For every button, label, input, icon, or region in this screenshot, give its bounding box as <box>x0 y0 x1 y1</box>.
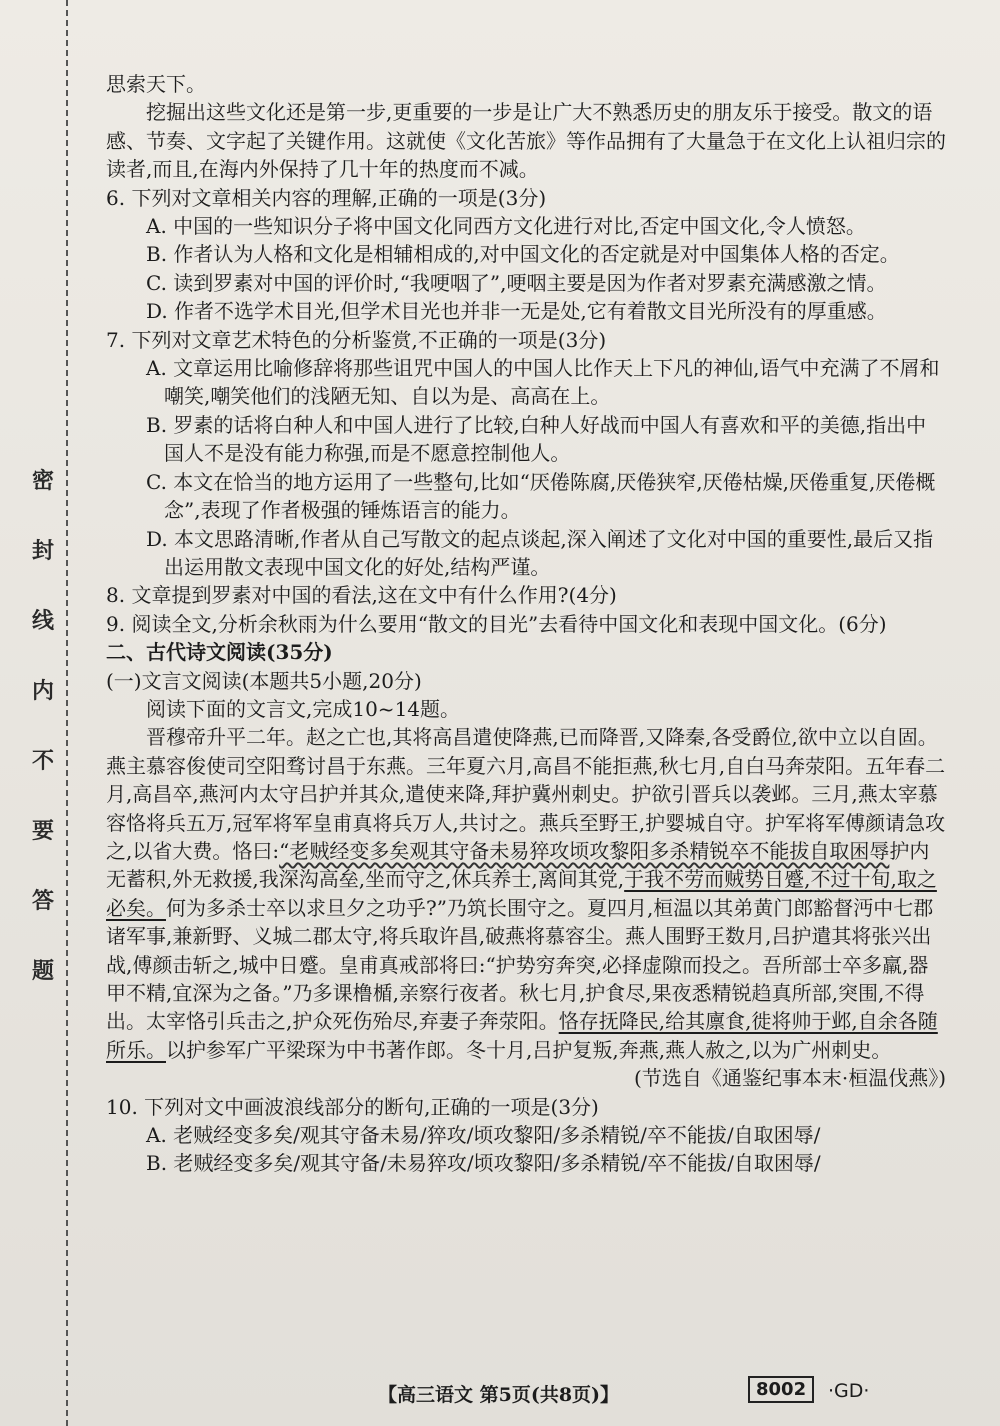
option-7d: D. 本文思路清晰,作者从自己写散文的起点谈起,深入阐述了文化对中国的重要性,最后又指出运用散文表现中国文化的好处,结构严谨。 <box>146 526 934 579</box>
page-number: 【高三语文 第5页(共8页)】 <box>378 1384 620 1406</box>
classical-passage <box>106 723 946 1064</box>
option-7b: B. 罗素的话将白种人和中国人进行了比较,白种人好战而中国人有喜欢和平的美德,指出中国人不是没有能力称强,而是不愿意控制他人。 <box>146 412 927 466</box>
option-6a: A. 中国的一些知识分子将中国文化同西方文化进行对比,否定中国文化,令人愤怒。 <box>146 214 866 239</box>
seal-char: 密 <box>31 468 54 494</box>
subsection-heading: (一)文言文阅读(本题共5小题,20分) <box>106 668 422 693</box>
binding-margin <box>0 0 88 1426</box>
question-10: 10. 下列对文中画波浪线部分的断句,正确的一项是(3分) <box>106 1094 599 1119</box>
underlined-text: 于我不劳而贼势日蹙,不过十旬,取之必矣。 <box>106 867 937 920</box>
option-6b: B. 作者认为人格和文化是相辅相成的,对中国文化的否定就是对中国集体人格的否定。 <box>146 242 900 267</box>
seal-char: 题 <box>31 958 54 984</box>
text-span: 挖掘出这些文化还是第一步,更重要的一步是让广大不熟悉历史的朋友乐于接受。 <box>146 100 853 125</box>
option-10a: A. 老贼经变多矣/观其守备未易/猝攻/顷攻黎阳/多杀精锐/卒不能拔/自取困辱/ <box>146 1123 821 1148</box>
seal-char: 线 <box>31 608 54 634</box>
underlined-text: 恪存抚降民,给其廪食,徙将帅于邺,自余各随所乐。 <box>106 1009 938 1062</box>
section-heading: 二、古代诗文阅读(35分) <box>106 640 333 665</box>
passage-source: (节选自《通鉴纪事本末·桓温伐燕》) <box>634 1066 946 1091</box>
seal-char: 内 <box>31 678 54 704</box>
option-6d: D. 作者不选学术目光,但学术目光也并非一无是处,它有着散文目光所没有的厚重感。 <box>146 299 887 324</box>
text-paragraph <box>106 98 946 183</box>
seal-line <box>66 0 68 1426</box>
instruction: 阅读下面的文言文,完成10~14题。 <box>146 696 461 721</box>
exam-code-badge: 8002 <box>748 1376 814 1403</box>
page-footer <box>0 1372 1000 1412</box>
text-span: 祖归宗的读者,而且,在海内外保持了几十年的热度而不减。 <box>106 128 946 182</box>
passage-text: 何为多杀士卒以求旦夕之功乎?”乃筑长围守之。夏四月,桓温以其弟黄门郎豁督沔中七郡诸军事,兼新野、义城二郡太守,将兵取许昌,破燕将慕容尘。燕人围野王数月,吕护遣其将张兴出战,傅颜击斩之,城中日蹙。皇甫真戒部将曰:“护势穷奔突,必择虚隙而投之。吾所部士卒多羸,器甲不精,宜深为之备。”乃多课橹楯,亲察行夜者。秋七月,护食尽,果夜悉精锐趋真所部,突围,不得出。太宰恪引兵击之,护众死伤殆尽,弃妻子奔荥阳。 <box>106 895 934 1034</box>
seal-char: 要 <box>31 818 54 844</box>
question-7: 7. 下列对文章艺术特色的分析鉴赏,不正确的一项是(3分) <box>106 327 607 352</box>
text-line: 思索天下。 <box>106 72 206 96</box>
page-content <box>106 70 946 1178</box>
question-9: 9. 阅读全文,分析余秋雨为什么要用“散文的目光”去看待中国文化和表现中国文化。(6分) <box>106 611 887 636</box>
passage-text: 晋穆帝升平二年。赵之亡也,其将高昌遣使降燕,已而降晋,又降秦,各受爵位,欲中立以自固。燕主慕容俊使司空阳骛讨昌于东燕。三年夏六月,高昌不能拒燕,秋七月,自白马奔荥阳。五年春二月,高昌卒,燕河内太守吕护并其众,遣使来降,拜护冀州刺史。护欲引晋兵以袭邺。三月,燕太宰慕容恪将兵五万,冠军将军皇甫真将兵万人,共讨之。燕兵至野王,护婴城自守。护军将军傅颜请急攻之,以省大费。恪曰: <box>106 725 946 863</box>
text-span: 散文的语感、节奏、文字起了关键作用。这就使《文化苦旅》等作品拥有了大量急于在文化上认 <box>106 100 933 153</box>
seal-char: 封 <box>31 538 54 564</box>
option-6c: C. 读到罗素对中国的评价时,“我哽咽了”,哽咽主要是因为作者对罗素充满感激之情。 <box>146 270 887 295</box>
seal-notice <box>28 470 58 1030</box>
option-7c: C. 本文在恰当的地方运用了一些整句,比如“厌倦陈腐,厌倦狭窄,厌倦枯燥,厌倦重复,厌倦概念”,表现了作者极强的锤炼语言的能力。 <box>146 469 936 523</box>
region-tag: ·GD· <box>828 1380 870 1402</box>
seal-char: 不 <box>31 748 54 774</box>
wavy-underlined-text: “老贼经变多矣观其守备未易猝攻顷攻黎阳多杀精锐卒不能拔自取困辱 <box>279 838 890 863</box>
question-6: 6. 下列对文章相关内容的理解,正确的一项是(3分) <box>106 185 547 210</box>
question-8: 8. 文章提到罗素对中国的看法,这在文中有什么作用?(4分) <box>106 583 617 608</box>
passage-text: 护内无蓄积,外无救援,我深沟高垒,坐而守之,休兵养士,离间其党, <box>106 838 930 892</box>
option-10b: B. 老贼经变多矣/观其守备/未易猝攻/顷攻黎阳/多杀精锐/卒不能拔/自取困辱/ <box>146 1151 821 1176</box>
passage-text: 以护参军广平梁琛为中书著作郎。冬十月,吕护复叛,奔燕,燕人赦之,以为广州刺史。 <box>166 1037 892 1062</box>
option-7a: A. 文章运用比喻修辞将那些诅咒中国人的中国人比作天上下凡的神仙,语气中充满了不屑和嘲笑,嘲笑他们的浅陋无知、自以为是、高高在上。 <box>146 356 940 409</box>
seal-char: 答 <box>31 888 54 914</box>
